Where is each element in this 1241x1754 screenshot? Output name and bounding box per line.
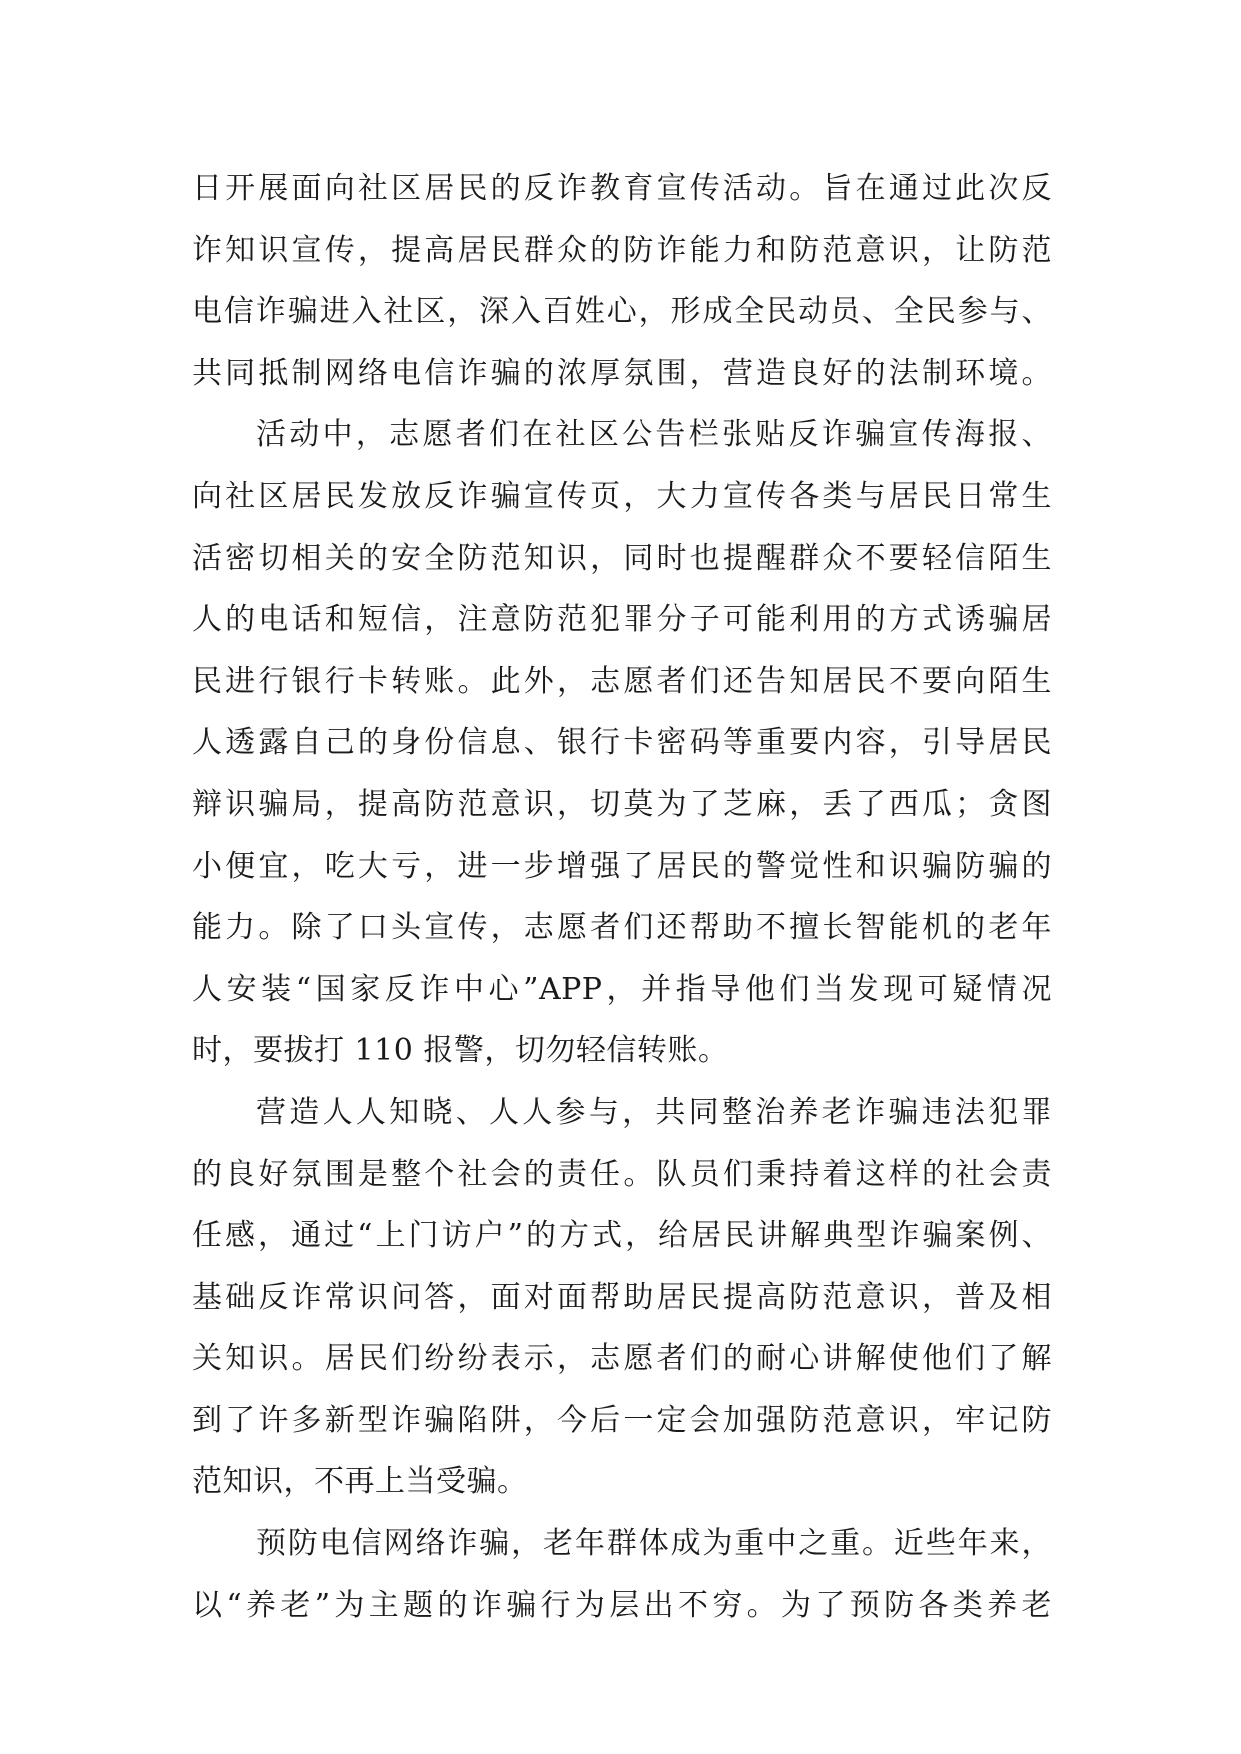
text-line: 活密切相关的安全防范知识，同时也提醒群众不要轻信陌生 — [192, 540, 1052, 576]
text-line: 范知识，不再上当受骗。 — [192, 1464, 528, 1500]
text-line: 基础反诈常识问答，面对面帮助居民提高防范意识，普及相 — [192, 1279, 1052, 1315]
text-line: 营造人人知晓、人人参与，共同整治养老诈骗违法犯罪 — [256, 1094, 1052, 1130]
text-line: 能力。除了口头宣传，志愿者们还帮助不擅长智能机的老年 — [192, 910, 1052, 946]
body-text — [192, 158, 1052, 1636]
text-line: 关知识。居民们纷纷表示，志愿者们的耐心讲解使他们了解 — [192, 1341, 1052, 1377]
text-line: 人安装“国家反诈中心”APP，并指导他们当发现可疑情况 — [192, 971, 1052, 1007]
text-line: 以“养老”为主题的诈骗行为层出不穷。为了预防各类养老 — [192, 1587, 1052, 1623]
text-line: 共同抵制网络电信诈骗的浓厚氛围，营造良好的法制环境。 — [192, 355, 1052, 391]
text-line: 的良好氛围是整个社会的责任。队员们秉持着这样的社会责 — [192, 1156, 1052, 1192]
text-line: 活动中，志愿者们在社区公告栏张贴反诈骗宣传海报、 — [256, 417, 1052, 453]
text-line: 到了许多新型诈骗陷阱，今后一定会加强防范意识，牢记防 — [192, 1402, 1052, 1438]
text-line: 人的电话和短信，注意防范犯罪分子可能利用的方式诱骗居 — [192, 602, 1052, 638]
text-line: 小便宜，吃大亏，进一步增强了居民的警觉性和识骗防骗的 — [192, 848, 1052, 884]
text-line: 电信诈骗进入社区，深入百姓心，形成全民动员、全民参与、 — [192, 294, 1052, 330]
text-line: 辩识骗局，提高防范意识，切莫为了芝麻，丢了西瓜；贪图 — [192, 786, 1052, 822]
text-line: 预防电信网络诈骗，老年群体成为重中之重。近些年来， — [256, 1526, 1052, 1562]
text-line: 民进行银行卡转账。此外，志愿者们还告知居民不要向陌生 — [192, 663, 1052, 699]
text-line: 人透露自己的身份信息、银行卡密码等重要内容，引导居民 — [192, 725, 1052, 761]
text-line: 向社区居民发放反诈骗宣传页，大力宣传各类与居民日常生 — [192, 478, 1052, 514]
text-line: 任感，通过“上门访户”的方式，给居民讲解典型诈骗案例、 — [192, 1218, 1052, 1254]
text-line: 日开展面向社区居民的反诈教育宣传活动。旨在通过此次反 — [192, 171, 1052, 206]
text-line: 诈知识宣传，提高居民群众的防诈能力和防范意识，让防范 — [192, 232, 1052, 268]
text-line: 时，要拔打 110 报警，切勿轻信转账。 — [192, 1033, 729, 1069]
